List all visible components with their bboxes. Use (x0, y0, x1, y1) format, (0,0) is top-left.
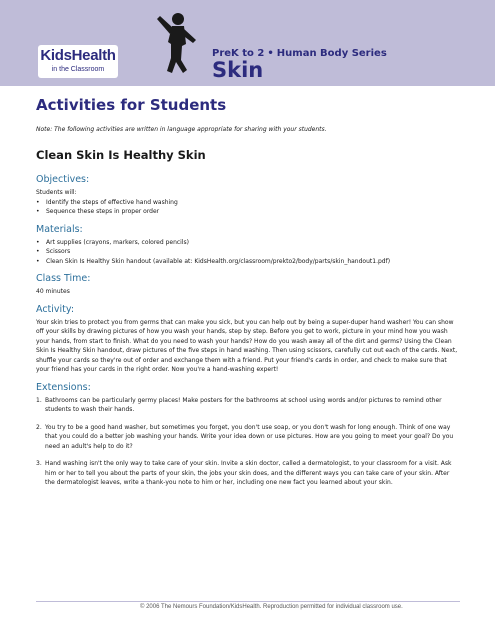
footer-divider (36, 601, 460, 602)
copyright-footer: © 2006 The Nemours Foundation/KidsHealth. Reproduction permitted for individual classroom use. (140, 604, 403, 610)
extensions-section (36, 382, 460, 488)
activity-heading: Activity: (36, 303, 75, 315)
list-item: • Sequence these steps in proper order (36, 207, 460, 217)
class-time-value: 40 minutes (36, 288, 70, 295)
objectives-heading: Objectives: (36, 174, 90, 185)
activity-text: Your skin tries to protect you from germs that can make you sick, but you can help out by being a super-duper hand washer! You can show off your skills by drawing pictures of how you wash your hands, step by step. Before you get to work, picture in your mind how you wash your hands, from start to finish. What do you need to wash your hands? How do you wash away all of the dirt and germs? Using the Clean Skin Is Healthy Skin handout, draw pictures of the five steps in hand washing. Then using scissors, carefully cut out each of the cards. Next, shuffle your cards so they're out of order and exchange them with a friend. Put your friend's cards in order, and check to make sure that your friend has your cards in the right order. Now you're a hand-washing expert! (36, 318, 458, 373)
activity-section (36, 304, 460, 375)
item-text: You try to be a good hand washer, but sometimes you forget, you don't use soap, or you don't wash for long enough. Think of one way that you could do a better job washing your hands. Write your idea down or use pictures. How are you going to meet your goal? Do you need an adult's help to do it? (45, 423, 454, 450)
objectives-section (36, 174, 460, 217)
header-band (0, 0, 495, 86)
series-name: Human Body Series (276, 48, 387, 59)
child-silhouette-icon (152, 10, 204, 76)
class-time-heading: Class Time: (36, 273, 91, 284)
item-number: 3. (36, 460, 42, 467)
activity-title: Clean Skin Is Healthy Skin (36, 148, 206, 162)
series-bullet: • (267, 48, 274, 59)
item-number: 2. (36, 423, 42, 431)
list-item (36, 423, 460, 452)
logo-sub-text: in the Classroom (51, 66, 105, 73)
logo-main-text: KidsHealth (40, 47, 116, 64)
page-title: Skin (212, 58, 264, 82)
list-item: • Clean Skin Is Healthy Skin handout (available at: KidsHealth.org/classroom/prekto2/body/parts/skin_handout1.pdf) (36, 257, 460, 267)
list-item: • Identify the steps of effective hand washing (36, 198, 460, 208)
item-number: 1. (36, 396, 42, 404)
list-item: • Scissors (36, 247, 460, 257)
materials-heading: Materials: (36, 223, 83, 235)
extensions-heading: Extensions: (36, 381, 91, 393)
kidshealth-logo (38, 45, 118, 78)
section-title: Activities for Students (36, 96, 227, 114)
content-area (36, 148, 460, 496)
list-item (36, 459, 460, 488)
item-text: Hand washing isn't the only way to take care of your skin. Invite a skin doctor, called a dermatologist, to your classroom for a visit. Ask him or her to tell you about the parts of your skin, the jobs your skin does, and the different ways you can take care of your skin. After the dermatologist leaves, write a thank-you note to him or her, including one new fact you learned about your skin. (45, 460, 452, 486)
item-text: Bathrooms can be particularly germy places! Make posters for the bathrooms at school using words and/or pictures to remind other students to wash their hands. (45, 396, 442, 413)
grade-level: PreK to 2 (212, 48, 265, 59)
objectives-list (36, 198, 460, 217)
note-text: Note: The following activities are written in language appropriate for sharing with your students. (36, 126, 327, 133)
materials-list (36, 238, 460, 267)
materials-section (36, 224, 460, 267)
list-item: • Art supplies (crayons, markers, colored pencils) (36, 238, 460, 248)
class-time-section (36, 273, 460, 297)
list-item (36, 396, 460, 415)
extensions-list (36, 396, 460, 488)
objectives-intro: Students will: (36, 189, 77, 196)
